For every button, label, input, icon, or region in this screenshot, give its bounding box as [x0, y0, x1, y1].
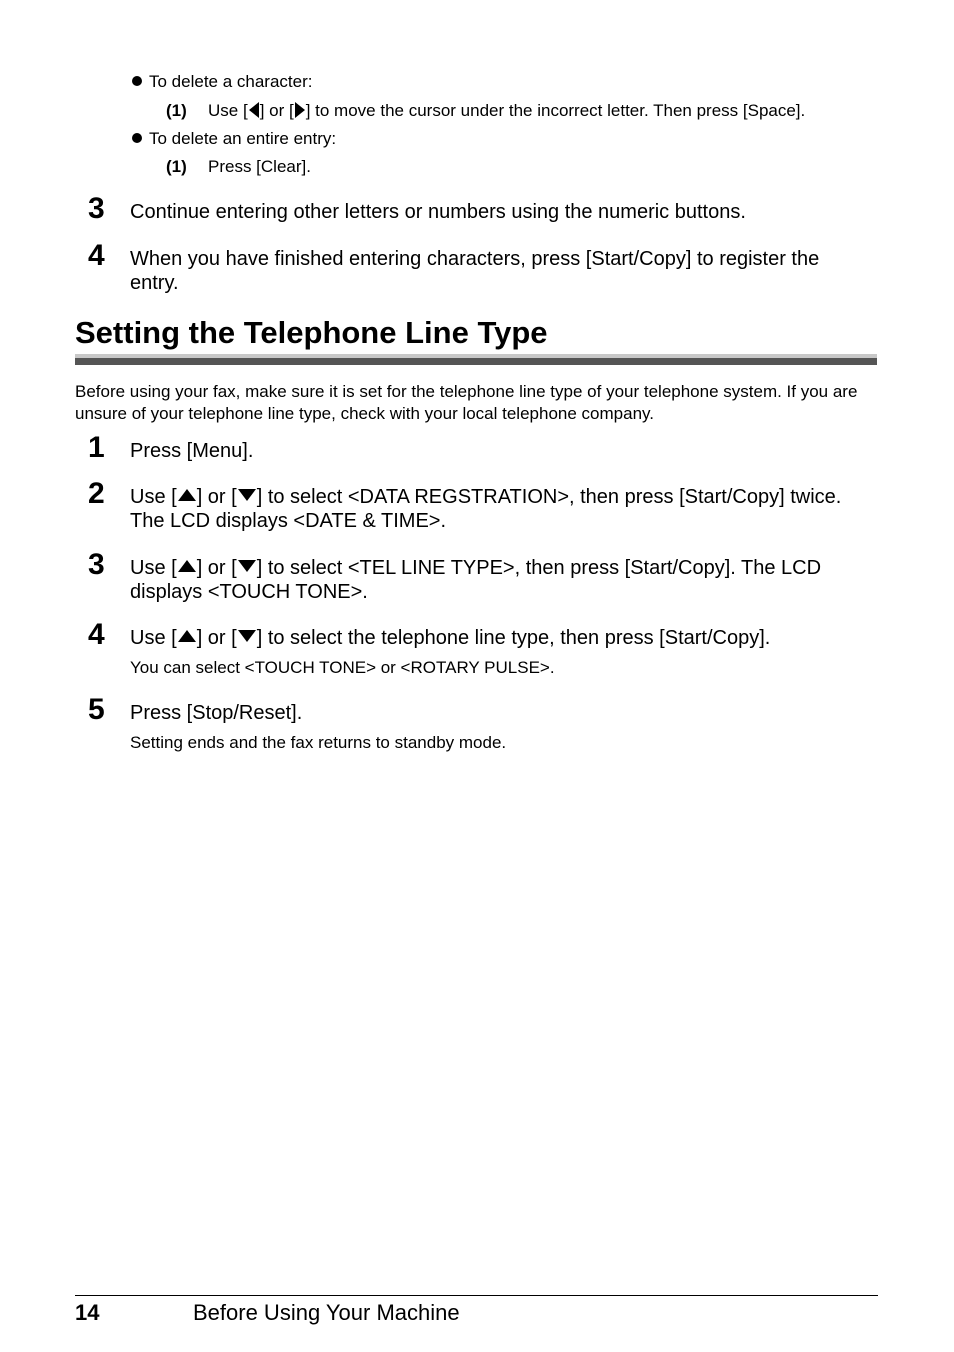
substep-number: (1): [166, 101, 187, 120]
down-arrow-icon: [238, 630, 256, 642]
substep-delete-entry: (1) Press [Clear].: [166, 157, 311, 176]
step-number: 5: [88, 693, 105, 726]
section-title: Setting the Telephone Line Type: [75, 315, 548, 350]
step-text: Use [ ] or [ ] to select <DATA REGSTRATION>, then press [Start/Copy] twice. The LCD displays <DATE & TIME>.: [130, 486, 842, 532]
down-arrow-icon: [238, 489, 256, 501]
step-number: 3: [88, 192, 105, 225]
left-arrow-icon: [249, 102, 259, 118]
step-number: 4: [88, 618, 105, 651]
step-note: You can select <TOUCH TONE> or <ROTARY PULSE>.: [130, 658, 555, 677]
step-text: When you have finished entering characters, press [Start/Copy] to register the entry.: [130, 248, 820, 294]
step-text: Use [ ] or [ ] to select the telephone line type, then press [Start/Copy].: [130, 627, 771, 649]
step-number: 4: [88, 239, 105, 272]
step-text: Press [Stop/Reset].: [130, 702, 303, 724]
step-text: Press [Menu].: [130, 440, 254, 462]
footer-title: Before Using Your Machine: [193, 1300, 460, 1325]
page-number: 14: [75, 1300, 100, 1325]
section-rule-bottom: [75, 358, 877, 365]
right-arrow-icon: [295, 102, 305, 118]
up-arrow-icon: [178, 630, 196, 642]
bullet-icon: [132, 133, 142, 143]
step-number: 1: [88, 431, 105, 464]
down-arrow-icon: [238, 560, 256, 572]
step-number: 3: [88, 548, 105, 581]
substep-number: (1): [166, 157, 187, 176]
bullet-item-delete-character: [132, 72, 312, 92]
substep-delete-character: (1) Use [ ] or [ ] to move the cursor under the incorrect letter. Then press [Space].: [166, 101, 806, 120]
bullet-label: To delete a character:: [149, 72, 313, 91]
step-number: 2: [88, 477, 105, 510]
bullet-label: To delete an entire entry:: [149, 129, 337, 148]
step-text: Continue entering other letters or numbers using the numeric buttons.: [130, 201, 746, 223]
step-text: Use [ ] or [ ] to select <TEL LINE TYPE>, then press [Start/Copy]. The LCD displays <TOUCH TONE>.: [130, 557, 822, 603]
bullet-icon: [132, 76, 142, 86]
up-arrow-icon: [178, 560, 196, 572]
step-note: Setting ends and the fax returns to standby mode.: [130, 733, 507, 752]
up-arrow-icon: [178, 489, 196, 501]
footer-rule: [75, 1295, 878, 1296]
section-intro: Before using your fax, make sure it is set for the telephone line type of your telephone system. If you are unsure of your telephone line type, check with your local telephone company.: [75, 382, 858, 423]
bullet-item-delete-entry: [132, 129, 336, 149]
